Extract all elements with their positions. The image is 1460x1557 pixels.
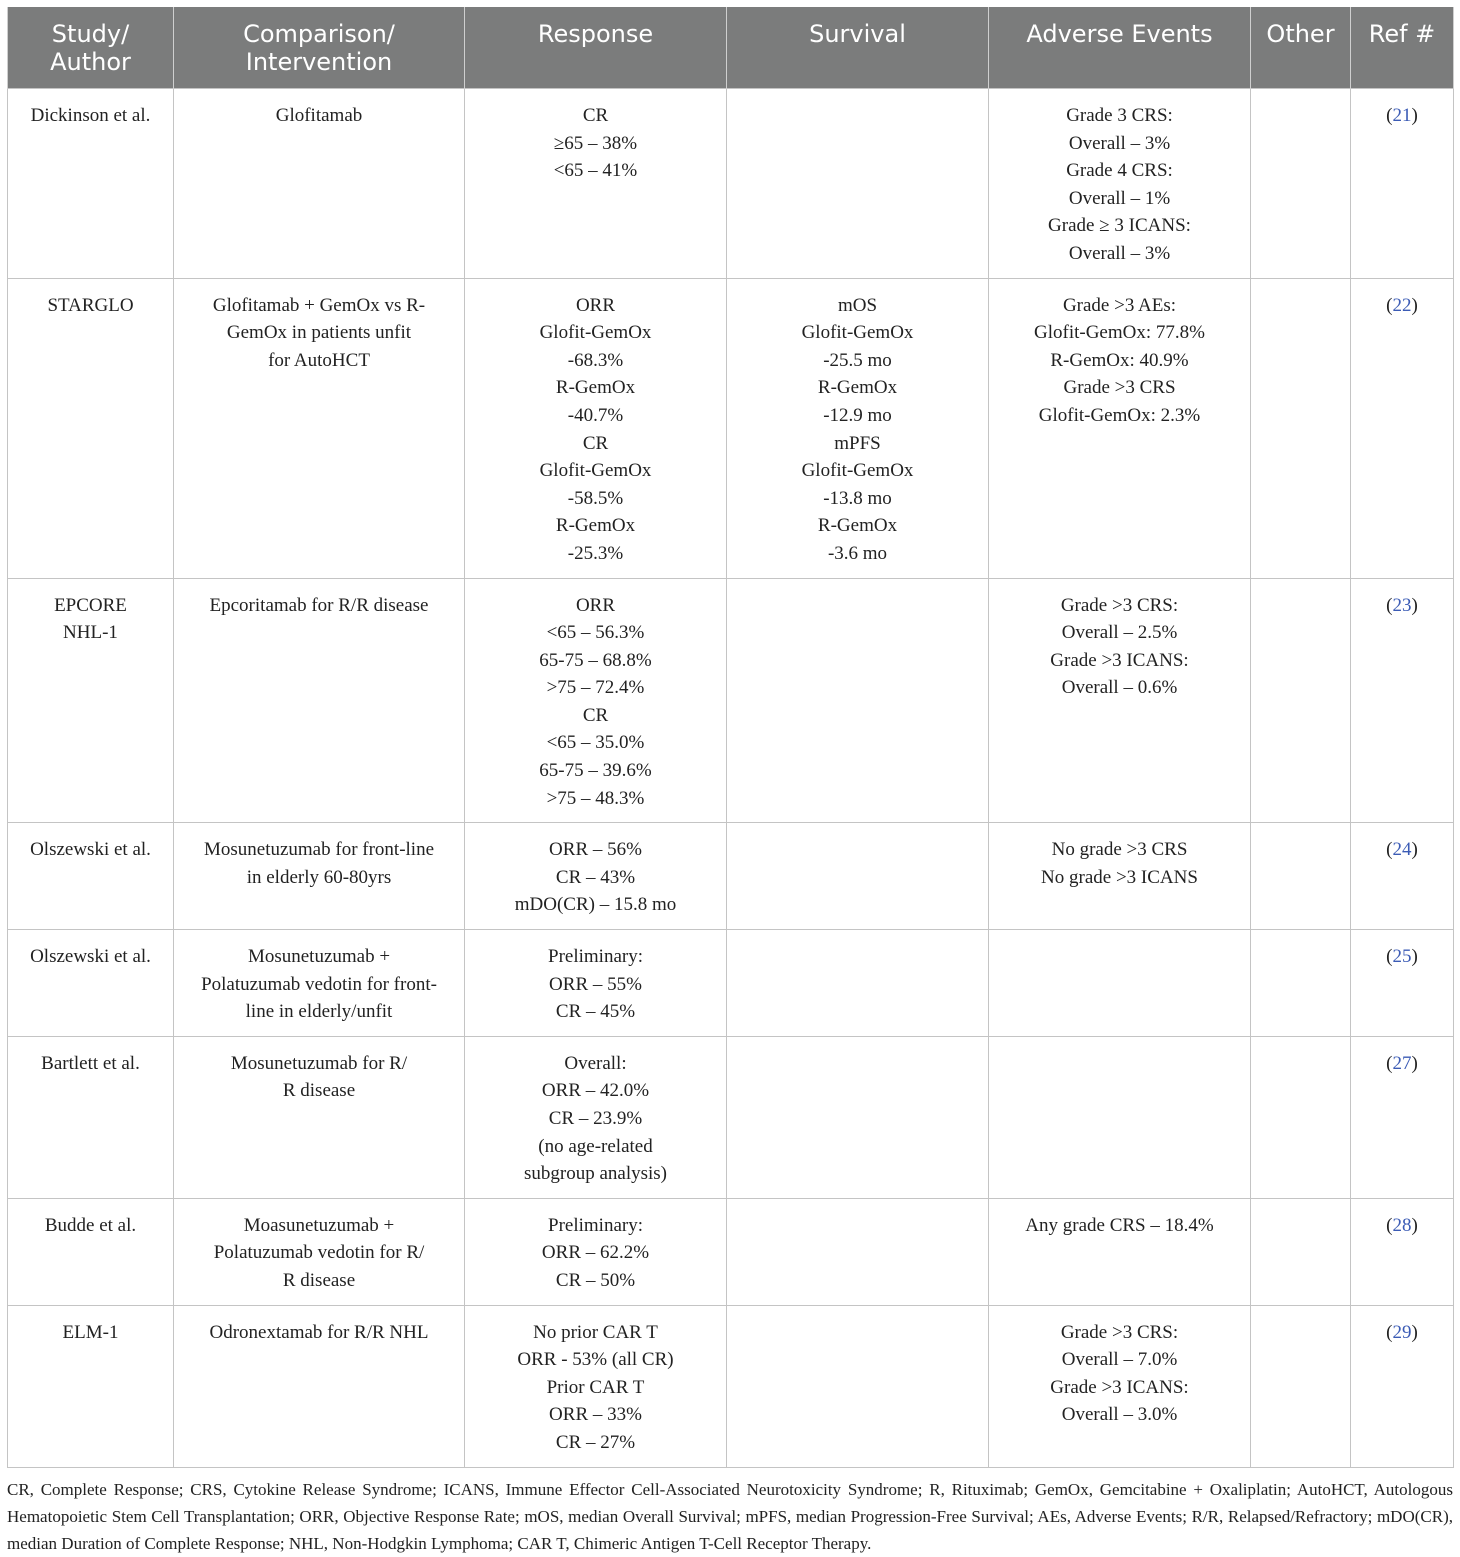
table-row <box>8 278 1454 578</box>
cell-text-line: -68.3% <box>567 349 624 371</box>
cell-text-line: Odronextamab for R/R NHL <box>209 1321 429 1343</box>
survival-cell <box>727 1036 989 1198</box>
cell-text-line: CR <box>582 105 609 126</box>
survival-cell <box>727 89 989 279</box>
cell-text-line: Glofitamab <box>275 105 363 126</box>
ref-paren-open: ( <box>1386 1321 1393 1343</box>
survival-cell <box>727 930 989 1037</box>
table-row <box>8 1198 1454 1305</box>
cell-text-line: EPCORE <box>54 594 127 616</box>
cell-text-line: -25.3% <box>567 542 624 564</box>
other-cell <box>1251 1198 1351 1305</box>
adverse-events-cell <box>989 823 1251 930</box>
cell-text-line: Overall – 3.0% <box>1061 1404 1178 1426</box>
cell-text-line: Olszewski et al. <box>30 946 151 968</box>
cell-text-line: <65 – 41% <box>553 160 638 182</box>
ref-link[interactable]: 24 <box>1392 839 1412 861</box>
ref-paren-close: ) <box>1411 294 1418 316</box>
ref-paren-close: ) <box>1411 1214 1418 1236</box>
response-cell <box>465 823 727 930</box>
cell-text-line: CR – 43% <box>555 866 636 888</box>
cell-text-line: R disease <box>282 1080 356 1102</box>
cell-text-line: Grade >3 AEs: <box>1062 294 1177 316</box>
table-body <box>8 89 1454 1468</box>
cell-text-line: line in elderly/unfit <box>245 1001 393 1023</box>
ref-link[interactable]: 29 <box>1392 1321 1412 1343</box>
cell-text-line: Mosunetuzumab + <box>247 946 391 968</box>
cell-text-line: Glofit-GemOx <box>801 460 914 482</box>
header-text-line: Response <box>537 20 654 48</box>
header-response <box>465 7 727 89</box>
cell-text-line: R-GemOx <box>555 515 636 537</box>
cell-text-line: Any grade CRS – 18.4% <box>1025 1214 1214 1236</box>
adverse-events-cell <box>989 578 1251 823</box>
table-row <box>8 823 1454 930</box>
cell-text-line: -13.8 mo <box>823 487 892 509</box>
comparison-cell <box>174 578 465 823</box>
cell-text-line: R-GemOx <box>817 377 898 399</box>
ref-paren-open: ( <box>1386 294 1393 316</box>
header-text-line: Adverse Events <box>1026 20 1213 48</box>
cell-text-line: No prior CAR T <box>533 1321 658 1343</box>
cell-text-line: Grade >3 ICANS: <box>1050 1376 1189 1398</box>
cell-text-line: ORR - 53% (all CR) <box>517 1349 674 1371</box>
cell-text-line: Glofit-GemOx: 77.8% <box>1034 322 1205 344</box>
response-cell <box>465 278 727 578</box>
cell-text-line: Dickinson et al. <box>30 105 151 126</box>
header-text-line: Intervention <box>245 48 393 76</box>
survival-cell <box>727 578 989 823</box>
adverse-events-cell <box>989 930 1251 1037</box>
cell-text-line: Glofit-GemOx <box>539 460 652 482</box>
cell-text-line: ORR – 55% <box>549 973 642 995</box>
cell-text-line: CR – 50% <box>555 1269 636 1291</box>
cell-text-line: Olszewski et al. <box>30 839 151 861</box>
cell-text-line: subgroup analysis) <box>523 1163 667 1185</box>
other-cell <box>1251 1305 1351 1467</box>
ref-cell <box>1351 1036 1454 1198</box>
ref-cell <box>1351 89 1454 279</box>
cell-text-line: Overall – 0.6% <box>1061 677 1178 699</box>
cell-text-line: Polatuzumab vedotin for front- <box>201 973 437 995</box>
adverse-events-cell <box>989 1198 1251 1305</box>
cell-text-line: ORR – 56% <box>549 839 642 861</box>
other-cell <box>1251 89 1351 279</box>
cell-text-line: CR <box>582 432 609 454</box>
cell-text-line: CR – 23.9% <box>548 1108 643 1129</box>
table-row <box>8 578 1454 823</box>
cell-text-line: Overall – 1% <box>1068 187 1171 209</box>
other-cell <box>1251 823 1351 930</box>
table-container <box>7 7 1453 1557</box>
header-study-author <box>8 7 174 89</box>
ref-link[interactable]: 28 <box>1392 1214 1412 1236</box>
cell-text-line: Mosunetuzumab for R/ <box>230 1052 408 1074</box>
ref-paren-open: ( <box>1386 946 1393 968</box>
cell-text-line: Epcoritamab for R/R disease <box>209 594 429 616</box>
cell-text-line: Bartlett et al. <box>41 1052 140 1074</box>
ref-link[interactable]: 21 <box>1392 105 1412 126</box>
ref-paren-close: ) <box>1411 839 1418 861</box>
study-cell <box>8 1036 174 1198</box>
header-text-line: Study/ <box>51 20 130 48</box>
ref-paren-open: ( <box>1386 1052 1393 1074</box>
cell-text-line: Grade 3 CRS: <box>1066 105 1173 126</box>
table-row <box>8 930 1454 1037</box>
ref-paren-close: ) <box>1411 594 1418 616</box>
cell-text-line: STARGLO <box>47 294 134 316</box>
cell-text-line: R-GemOx <box>555 377 636 399</box>
cell-text-line: >75 – 48.3% <box>546 787 645 809</box>
adverse-events-cell <box>989 89 1251 279</box>
ref-paren-open: ( <box>1386 594 1393 616</box>
cell-text-line: Preliminary: <box>548 1214 643 1236</box>
study-cell <box>8 89 174 279</box>
table-row <box>8 1305 1454 1467</box>
header-text-line: Other <box>1266 20 1335 48</box>
cell-text-line: NHL-1 <box>63 622 118 644</box>
ref-paren-open: ( <box>1386 105 1393 126</box>
comparison-cell <box>174 89 465 279</box>
cell-text-line: Overall: <box>564 1052 627 1074</box>
survival-cell <box>727 1198 989 1305</box>
cell-text-line: Mosunetuzumab for front-line <box>203 839 435 861</box>
cell-text-line: Overall – 3% <box>1068 242 1171 264</box>
adverse-events-cell <box>989 278 1251 578</box>
cell-text-line: R-GemOx <box>817 515 898 537</box>
cell-text-line: (no age-related <box>538 1135 653 1157</box>
comparison-cell <box>174 1036 465 1198</box>
study-table <box>7 7 1454 1468</box>
cell-text-line: Overall – 3% <box>1068 132 1171 154</box>
cell-text-line: No grade >3 ICANS <box>1041 866 1198 888</box>
cell-text-line: ORR – 62.2% <box>541 1242 650 1264</box>
ref-paren-open: ( <box>1386 839 1393 861</box>
cell-text-line: ORR <box>575 294 616 316</box>
cell-text-line: Glofit-GemOx <box>539 322 652 344</box>
ref-cell <box>1351 823 1454 930</box>
cell-text-line: Overall – 7.0% <box>1061 1349 1178 1371</box>
study-cell <box>8 278 174 578</box>
table-row <box>8 89 1454 279</box>
cell-text-line: Budde et al. <box>44 1214 137 1236</box>
response-cell <box>465 1036 727 1198</box>
comparison-cell <box>174 930 465 1037</box>
study-cell <box>8 930 174 1037</box>
cell-text-line: R-GemOx: 40.9% <box>1050 349 1189 371</box>
cell-text-line: Preliminary: <box>548 946 643 968</box>
comparison-cell <box>174 823 465 930</box>
ref-cell <box>1351 1305 1454 1467</box>
cell-text-line: ORR – 42.0% <box>541 1080 650 1102</box>
header-text-line: Author <box>50 48 131 76</box>
ref-link[interactable]: 25 <box>1392 946 1412 968</box>
cell-text-line: <65 – 56.3% <box>546 622 645 644</box>
response-cell <box>465 1305 727 1467</box>
cell-text-line: Prior CAR T <box>546 1376 645 1398</box>
cell-text-line: Moasunetuzumab + <box>243 1214 395 1236</box>
cell-text-line: Grade 4 CRS: <box>1066 160 1173 182</box>
header-survival <box>727 7 989 89</box>
header-ref <box>1351 7 1454 89</box>
header-other <box>1251 7 1351 89</box>
cell-text-line: >75 – 72.4% <box>546 677 645 699</box>
other-cell <box>1251 930 1351 1037</box>
cell-text-line: ELM-1 <box>62 1321 119 1343</box>
cell-text-line: -58.5% <box>567 487 624 509</box>
other-cell <box>1251 278 1351 578</box>
cell-text-line: ORR – 33% <box>549 1404 642 1426</box>
cell-text-line: 65-75 – 68.8% <box>539 649 652 671</box>
ref-link[interactable]: 22 <box>1392 294 1412 316</box>
cell-text-line: mPFS <box>834 432 881 454</box>
header-text-line: Ref # <box>1368 20 1436 48</box>
cell-text-line: -40.7% <box>567 404 624 426</box>
comparison-cell <box>174 1198 465 1305</box>
cell-text-line: Overall – 2.5% <box>1061 622 1178 644</box>
cell-text-line: Glofit-GemOx: 2.3% <box>1038 404 1201 426</box>
ref-paren-close: ) <box>1411 1321 1418 1343</box>
cell-text-line: Grade >3 CRS <box>1063 377 1176 399</box>
response-cell <box>465 578 727 823</box>
cell-text-line: 65-75 – 39.6% <box>539 760 652 782</box>
ref-paren-close: ) <box>1411 946 1418 968</box>
cell-text-line: Grade >3 CRS: <box>1060 594 1179 616</box>
comparison-cell <box>174 278 465 578</box>
ref-paren-close: ) <box>1411 1052 1418 1074</box>
header-text-line: Comparison/ <box>243 20 395 48</box>
cell-text-line: ORR <box>575 594 616 616</box>
cell-text-line: -12.9 mo <box>823 404 892 426</box>
study-cell <box>8 1198 174 1305</box>
ref-cell <box>1351 1198 1454 1305</box>
ref-cell <box>1351 278 1454 578</box>
cell-text-line: -3.6 mo <box>827 542 888 564</box>
cell-text-line: <65 – 35.0% <box>546 732 645 754</box>
study-cell <box>8 823 174 930</box>
study-cell <box>8 1305 174 1467</box>
cell-text-line: CR <box>582 704 609 726</box>
cell-text-line: Grade >3 CRS: <box>1060 1321 1179 1343</box>
ref-link[interactable]: 27 <box>1392 1052 1412 1074</box>
cell-text-line: CR – 45% <box>555 1001 636 1023</box>
other-cell <box>1251 578 1351 823</box>
header-adverse-events <box>989 7 1251 89</box>
cell-text-line: No grade >3 CRS <box>1051 839 1188 861</box>
header-comparison-intervention <box>174 7 465 89</box>
cell-text-line: -25.5 mo <box>823 349 892 371</box>
adverse-events-cell <box>989 1305 1251 1467</box>
cell-text-line: CR – 27% <box>555 1431 636 1453</box>
cell-text-line: for AutoHCT <box>268 349 370 371</box>
cell-text-line: Grade ≥ 3 ICANS: <box>1048 215 1191 237</box>
cell-text-line: Polatuzumab vedotin for R/ <box>213 1242 425 1264</box>
survival-cell <box>727 1305 989 1467</box>
cell-text-line: Glofit-GemOx <box>801 322 914 344</box>
study-cell <box>8 578 174 823</box>
other-cell <box>1251 1036 1351 1198</box>
comparison-cell <box>174 1305 465 1467</box>
adverse-events-cell <box>989 1036 1251 1198</box>
ref-link[interactable]: 23 <box>1392 594 1412 616</box>
cell-text-line: ≥65 – 38% <box>553 132 638 154</box>
cell-text-line: mOS <box>837 294 878 316</box>
table-row <box>8 1036 1454 1198</box>
ref-paren-open: ( <box>1386 1214 1393 1236</box>
cell-text-line: GemOx in patients unfit <box>226 322 412 344</box>
ref-cell <box>1351 578 1454 823</box>
header-text-line: Survival <box>809 20 906 48</box>
cell-text-line: mDO(CR) – 15.8 mo <box>514 894 677 916</box>
response-cell <box>465 89 727 279</box>
survival-cell <box>727 823 989 930</box>
table-footnote: CR, Complete Response; CRS, Cytokine Release Syndrome; ICANS, Immune Effector Cell-Associated Neurotoxicity Syndrome; R, Rituximab; GemOx, Gemcitabine + Oxaliplatin; AutoHCT, Autologous Hematopoietic Stem Cell Transplantation; ORR, Objective Response Rate; mOS, median Overall Survival; mPFS, median Progression-Free Survival; AEs, Adverse Events; R/R, Relapsed/Refractory; mDO(CR), median Duration of Complete Response; NHL, Non-Hodgkin Lymphoma; CAR T, Chimeric Antigen T-Cell Receptor Therapy. <box>7 1479 1453 1553</box>
cell-text-line: Grade >3 ICANS: <box>1050 649 1189 671</box>
cell-text-line: Glofitamab + GemOx vs R- <box>212 294 426 316</box>
response-cell <box>465 930 727 1037</box>
cell-text-line: R disease <box>282 1269 356 1291</box>
cell-text-line: in elderly 60-80yrs <box>246 866 392 888</box>
ref-cell <box>1351 930 1454 1037</box>
header-row <box>8 7 1454 89</box>
survival-cell <box>727 278 989 578</box>
response-cell <box>465 1198 727 1305</box>
ref-paren-close: ) <box>1411 105 1418 126</box>
